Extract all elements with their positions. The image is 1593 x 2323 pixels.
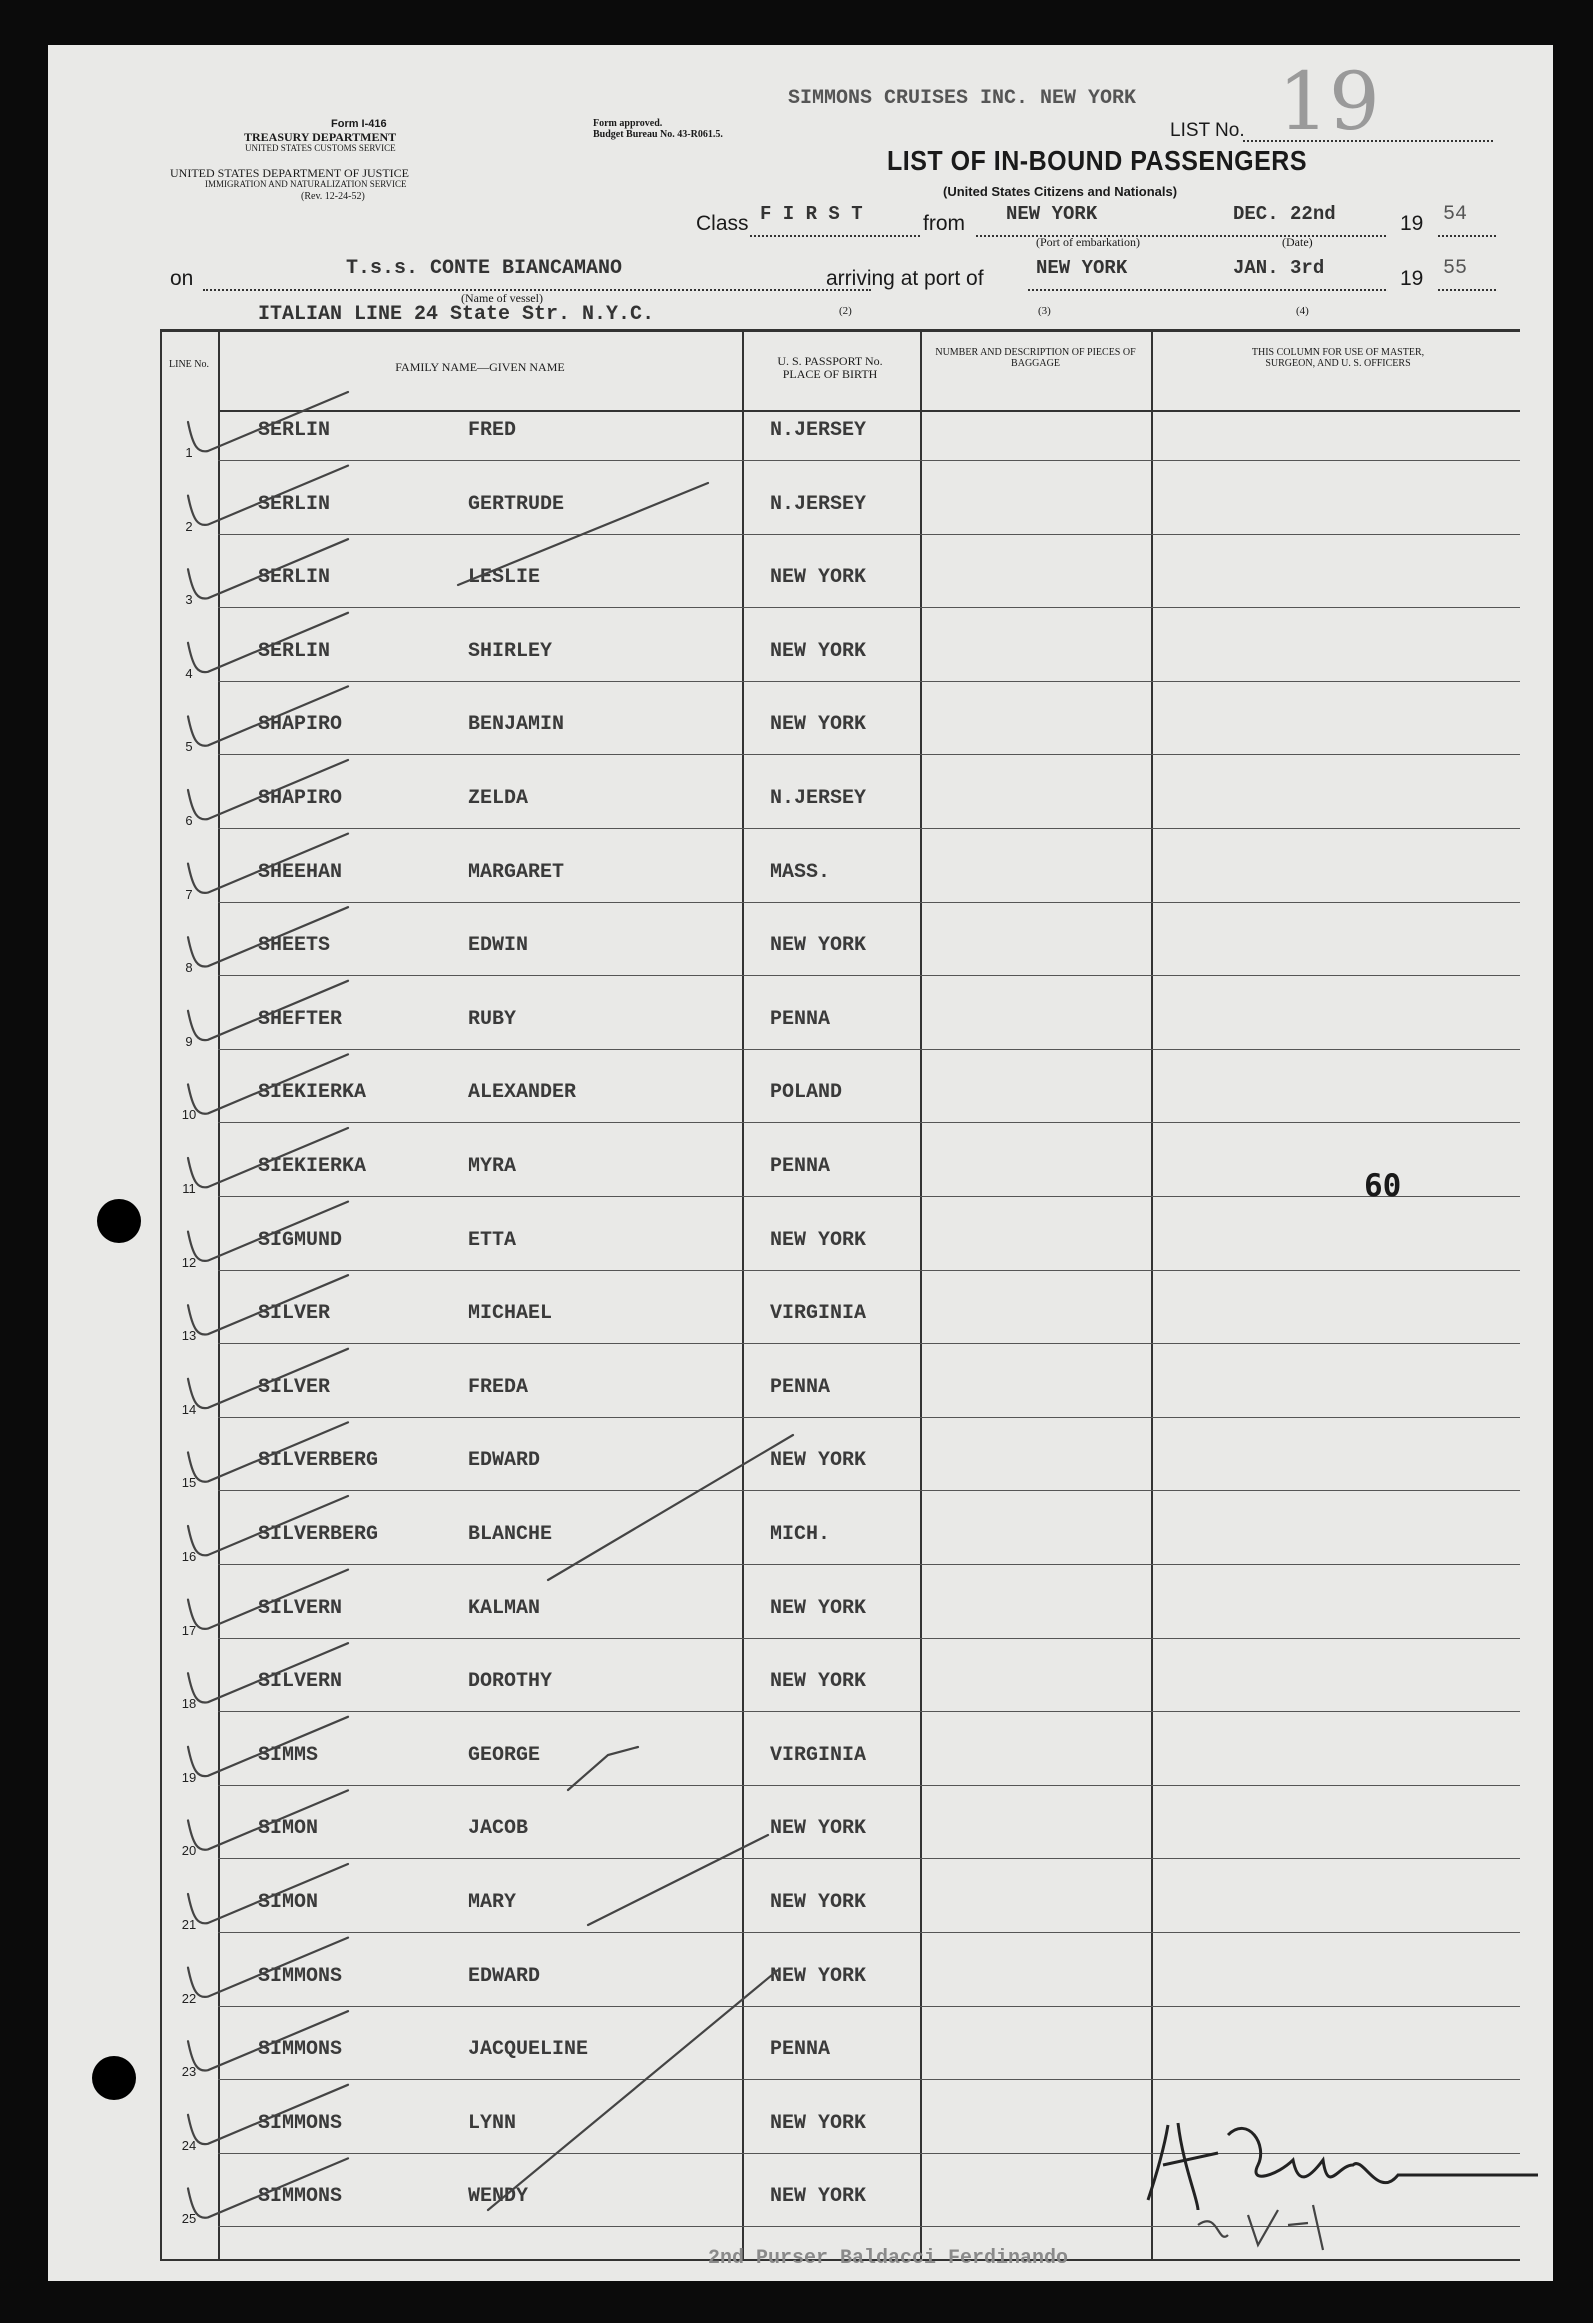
departure-date: DEC. 22nd (1233, 203, 1336, 225)
place-of-birth: NEW YORK (770, 2185, 867, 2209)
tick-mark (188, 1790, 348, 1849)
family-name: SIEKIERKA (258, 1155, 367, 1178)
family-name: SILVERN (258, 1670, 343, 1694)
family-name: SHAPIRO (258, 787, 343, 810)
family-name: SIMMONS (258, 2111, 343, 2135)
family-name: SIMMONS (258, 2038, 343, 2062)
family-name: SERLIN (258, 566, 331, 590)
place-of-birth: N.JERSEY (770, 492, 867, 516)
tick-mark (188, 1128, 348, 1187)
class-value: F I R S T (760, 203, 863, 225)
line-number: 21 (181, 1917, 197, 1932)
tick-mark (188, 686, 348, 745)
port-embarkation-caption: (Port of embarkation) (1036, 235, 1140, 249)
given-name: RUBY (468, 1007, 517, 1031)
tick-mark (188, 466, 348, 525)
family-name: SHEFTER (258, 1007, 343, 1031)
header-name: FAMILY NAME—GIVEN NAME (395, 360, 565, 374)
col-marker-3: (3) (1038, 305, 1051, 317)
form-number: Form I-416 (331, 118, 387, 130)
place-of-birth: NEW YORK (770, 1817, 867, 1841)
family-name: SERLIN (258, 419, 331, 442)
line-number: 4 (185, 665, 193, 681)
page-title: LIST OF IN-BOUND PASSENGERS (887, 145, 1308, 177)
family-name: SILVERBERG (258, 1523, 379, 1546)
place-of-birth: POLAND (770, 1081, 843, 1105)
given-name: EDWIN (468, 934, 529, 958)
form-ins: IMMIGRATION AND NATURALIZATION SERVICE (205, 179, 407, 189)
tick-mark (188, 539, 348, 598)
header-baggage: NUMBER AND DESCRIPTION OF PIECES OF BAGGAGE (935, 347, 1136, 369)
arrival-year: 55 (1443, 257, 1468, 280)
given-name: ETTA (468, 1228, 517, 1252)
line-number: 19 (181, 1769, 197, 1785)
place-of-birth: NEW YORK (770, 639, 867, 663)
given-name: GERTRUDE (468, 492, 565, 516)
family-name: SILVER (258, 1375, 331, 1399)
arrival-date: JAN. 3rd (1233, 257, 1325, 279)
place-of-birth: VIRGINIA (770, 1743, 867, 1767)
strike-stroke (588, 1835, 768, 1925)
line-number: 25 (181, 2211, 197, 2227)
binder-hole-bottom (92, 2056, 136, 2100)
tick-mark (188, 1275, 348, 1334)
given-name: JACQUELINE (468, 2038, 589, 2062)
tick-mark (188, 2085, 348, 2144)
manifest-page (48, 45, 1553, 2281)
strike-stroke (568, 1747, 638, 1790)
col-marker-4: (4) (1296, 305, 1309, 317)
departure-year: 54 (1443, 203, 1468, 226)
arriving-label: arriving at port of (826, 267, 984, 290)
given-name: BENJAMIN (468, 713, 565, 737)
tick-mark (188, 392, 348, 451)
binder-hole-top (97, 1199, 141, 1243)
header-line-no: LINE No. (169, 359, 209, 370)
line-number: 12 (181, 1254, 197, 1270)
given-name: MARGARET (468, 860, 565, 884)
family-name: SHEEHAN (258, 860, 343, 884)
place-of-birth: NEW YORK (770, 1449, 867, 1473)
on-label: on (170, 267, 194, 290)
tick-mark (188, 1938, 348, 1997)
place-of-birth: NEW YORK (770, 1596, 867, 1620)
check-marks (48, 45, 1553, 2281)
tick-mark (188, 1202, 348, 1261)
strike-stroke (548, 1435, 793, 1580)
given-name: JACOB (468, 1817, 529, 1841)
from-value: NEW YORK (1006, 203, 1098, 225)
given-name: EDWARD (468, 1449, 541, 1473)
place-of-birth: MICH. (770, 1523, 831, 1546)
place-of-birth: NEW YORK (770, 934, 867, 958)
strike-stroke (488, 1970, 778, 2210)
given-name: MICHAEL (468, 1302, 553, 1326)
header-officers: THIS COLUMN FOR USE OF MASTER, SURGEON, AND U. S. OFFICERS (1251, 347, 1425, 369)
line-number: 3 (185, 592, 193, 608)
place-of-birth: VIRGINIA (770, 1302, 867, 1326)
line-number: 23 (181, 2064, 197, 2080)
line-number: 10 (181, 1107, 197, 1123)
line-number: 1 (185, 445, 193, 460)
family-name: SIEKIERKA (258, 1081, 367, 1105)
tick-mark (188, 760, 348, 819)
given-name: ZELDA (468, 787, 529, 810)
place-of-birth: PENNA (770, 1155, 831, 1178)
given-name: LESLIE (468, 566, 541, 590)
place-of-birth: PENNA (770, 1375, 831, 1399)
page-subtitle: (United States Citizens and Nationals) (943, 184, 1178, 199)
list-no-value: 19 (1278, 55, 1380, 148)
given-name: MARY (468, 1891, 517, 1914)
tick-mark (188, 981, 348, 1040)
family-name: SILVERN (258, 1596, 343, 1620)
line-number: 14 (181, 1401, 197, 1417)
tick-mark (188, 2158, 348, 2217)
line-company: ITALIAN LINE 24 State Str. N.Y.C. (258, 303, 655, 326)
line-number: 11 (182, 1181, 196, 1196)
officer-note: 60 (1364, 1168, 1402, 1204)
family-name: SIGMUND (258, 1228, 343, 1252)
list-no-label: LIST No. (1170, 120, 1245, 141)
given-name: FREDA (468, 1375, 529, 1399)
family-name: SHAPIRO (258, 713, 343, 737)
tick-mark (188, 907, 348, 966)
given-name: MYRA (468, 1155, 517, 1178)
place-of-birth: MASS. (770, 860, 831, 884)
form-service: UNITED STATES CUSTOMS SERVICE (245, 143, 396, 153)
header-passport: U. S. PASSPORT No. PLACE OF BIRTH (777, 354, 883, 381)
departure-year-prefix: 19 (1400, 212, 1424, 235)
tick-mark (188, 1570, 348, 1629)
class-label: Class (696, 212, 749, 235)
family-name: SERLIN (258, 492, 331, 516)
line-number: 22 (181, 1990, 197, 2006)
given-name: LYNN (468, 2111, 517, 2135)
family-name: SIMMS (258, 1743, 319, 1767)
given-name: DOROTHY (468, 1670, 553, 1694)
line-number: 5 (185, 739, 193, 755)
tick-mark (188, 613, 348, 672)
arrival-year-prefix: 19 (1400, 267, 1424, 290)
form-rev: (Rev. 12-24-52) (301, 191, 365, 202)
tick-mark (188, 1643, 348, 1702)
family-name: SHEETS (258, 934, 331, 958)
tick-mark (188, 1864, 348, 1923)
company-stamp: SIMMONS CRUISES INC. NEW YORK (788, 87, 1137, 110)
line-number: 20 (181, 1843, 197, 1859)
place-of-birth: NEW YORK (770, 566, 867, 590)
place-of-birth: NEW YORK (770, 1964, 867, 1988)
line-number: 16 (181, 1549, 197, 1564)
family-name: SILVER (258, 1302, 331, 1326)
tick-mark (188, 2011, 348, 2070)
from-label: from (923, 212, 965, 235)
line-number: 18 (181, 1696, 197, 1712)
given-name: KALMAN (468, 1596, 541, 1620)
line-number: 24 (181, 2137, 197, 2153)
given-name: WENDY (468, 2185, 529, 2209)
approval-line-2: Budget Bureau No. 43-R061.5. (593, 129, 723, 140)
tick-mark (188, 1349, 348, 1408)
vessel-name: T.s.s. CONTE BIANCAMANO (346, 257, 623, 280)
line-number: 8 (185, 960, 193, 976)
tick-mark (188, 1717, 348, 1776)
form-department: TREASURY DEPARTMENT (244, 130, 397, 144)
family-name: SIMMONS (258, 2185, 343, 2209)
given-name: GEORGE (468, 1743, 541, 1767)
strike-stroke (458, 483, 708, 585)
place-of-birth: PENNA (770, 1007, 831, 1031)
date-caption: (Date) (1282, 235, 1313, 249)
given-name: ALEXANDER (468, 1081, 577, 1105)
vessel-caption: (Name of vessel) (461, 291, 543, 305)
purser-footer: 2nd Purser Baldacci Ferdinando (708, 2247, 1069, 2270)
place-of-birth: NEW YORK (770, 1891, 867, 1914)
family-name: SIMON (258, 1817, 319, 1841)
line-number: 6 (185, 813, 193, 828)
place-of-birth: NEW YORK (770, 2111, 867, 2135)
family-name: SERLIN (258, 639, 331, 663)
form-justice: UNITED STATES DEPARTMENT OF JUSTICE (170, 166, 410, 180)
line-number: 17 (181, 1622, 197, 1638)
given-name: SHIRLEY (468, 639, 553, 663)
tick-mark (188, 834, 348, 893)
arrival-port: NEW YORK (1036, 257, 1128, 279)
line-number: 13 (181, 1328, 197, 1344)
given-name: FRED (468, 419, 517, 442)
family-name: SIMMONS (258, 1964, 343, 1988)
tick-mark (188, 1422, 348, 1481)
line-number: 7 (185, 886, 193, 902)
place-of-birth: PENNA (770, 2038, 831, 2062)
line-number: 15 (181, 1475, 197, 1491)
given-name: EDWARD (468, 1964, 541, 1988)
col-marker-2: (2) (839, 305, 852, 317)
tick-mark (188, 1054, 348, 1113)
tick-mark (188, 1496, 348, 1555)
approval-line-1: Form approved. (593, 118, 663, 129)
family-name: SIMON (258, 1891, 319, 1914)
line-number: 9 (185, 1033, 193, 1049)
place-of-birth: N.JERSEY (770, 787, 867, 810)
line-number: 2 (185, 518, 193, 534)
place-of-birth: NEW YORK (770, 1228, 867, 1252)
place-of-birth: NEW YORK (770, 713, 867, 737)
given-name: BLANCHE (468, 1523, 553, 1546)
family-name: SILVERBERG (258, 1449, 379, 1473)
place-of-birth: NEW YORK (770, 1670, 867, 1694)
place-of-birth: N.JERSEY (770, 419, 867, 442)
